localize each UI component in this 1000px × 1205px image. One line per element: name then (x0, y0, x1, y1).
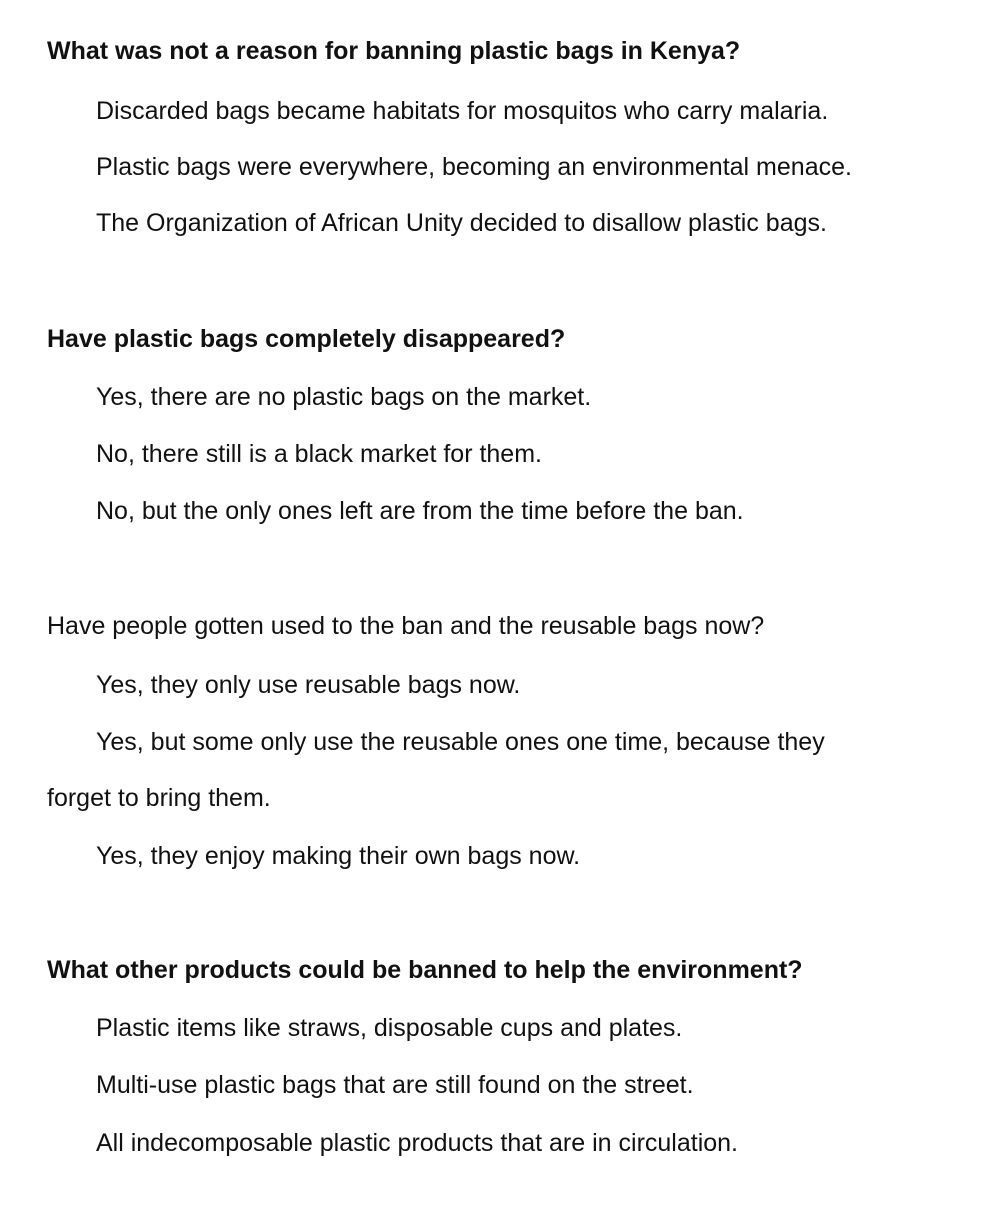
question-3: Have people gotten used to the ban and the reusable bags now? (47, 612, 765, 640)
answer-3a[interactable]: Yes, they only use reusable bags now. (96, 671, 521, 699)
answer-2a[interactable]: Yes, there are no plastic bags on the market. (96, 383, 592, 411)
answer-4b[interactable]: Multi-use plastic bags that are still found on the street. (96, 1071, 694, 1099)
answer-1b[interactable]: Plastic bags were everywhere, becoming an environmental menace. (96, 153, 852, 181)
answer-2c[interactable]: No, but the only ones left are from the time before the ban. (96, 497, 744, 525)
question-1: What was not a reason for banning plastic bags in Kenya? (47, 37, 741, 65)
answer-4c[interactable]: All indecomposable plastic products that are in circulation. (96, 1129, 739, 1157)
answer-1c[interactable]: The Organization of African Unity decided to disallow plastic bags. (96, 209, 827, 237)
question-2: Have plastic bags completely disappeared? (47, 325, 566, 353)
answer-3c[interactable]: Yes, they enjoy making their own bags now. (96, 842, 581, 870)
answer-3b-continuation[interactable]: forget to bring them. (47, 784, 271, 812)
question-4: What other products could be banned to help the environment? (47, 956, 803, 984)
answer-2b[interactable]: No, there still is a black market for them. (96, 440, 542, 468)
answer-3b[interactable]: Yes, but some only use the reusable ones one time, because they (96, 728, 825, 756)
answer-1a[interactable]: Discarded bags became habitats for mosquitos who carry malaria. (96, 97, 829, 125)
answer-4a[interactable]: Plastic items like straws, disposable cups and plates. (96, 1014, 683, 1042)
